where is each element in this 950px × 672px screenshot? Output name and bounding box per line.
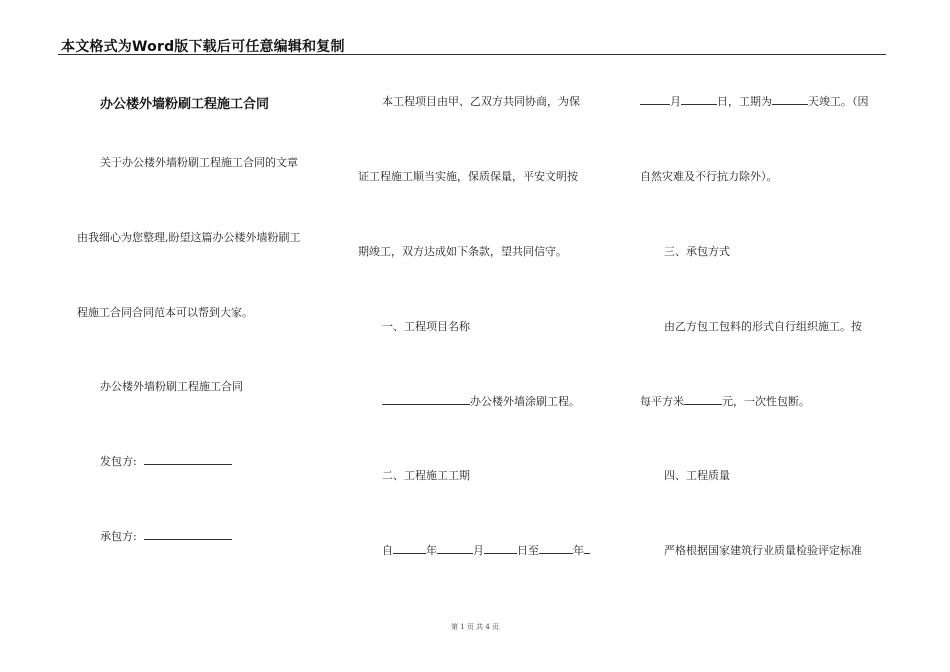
end-day-blank <box>681 94 717 105</box>
section-3-heading: 三、承包方式 <box>664 245 730 258</box>
start-month-blank <box>437 543 473 554</box>
intro-line-2: 由我细心为您整理,盼望这篇办公楼外墙粉刷工 <box>77 231 301 244</box>
c2-line-2: 证工程施工顺当实施，保质保量，平安文明按 <box>358 170 578 183</box>
year2-label: 年 <box>573 544 584 557</box>
day-to-label: 日至 <box>517 544 539 557</box>
month-label: 月 <box>473 544 484 557</box>
party-a-label: 发包方: <box>100 455 137 468</box>
day-duration-label: 日，工期为 <box>717 95 772 108</box>
party-a-row <box>100 453 232 469</box>
start-year-blank <box>393 543 426 554</box>
project-name-blank <box>382 394 470 405</box>
c3-line-2: 自然灾难及不行抗力除外）。 <box>640 170 778 183</box>
page-footer: 第 1 页 共 4 页 <box>450 623 500 631</box>
end-year-blank <box>539 543 573 554</box>
c2-line-3: 期竣工，双方达成如下条款，望共同信守。 <box>358 245 567 258</box>
price-row <box>640 393 810 409</box>
date-from-label: 自 <box>382 544 393 557</box>
c2-line-1: 本工程项目由甲、乙双方共同协商，为保 <box>382 95 580 108</box>
party-b-row <box>100 528 232 544</box>
completion-row <box>640 93 869 109</box>
end-month-blank <box>640 94 670 105</box>
c3-month-label: 月 <box>670 95 681 108</box>
contract-subtitle: 办公楼外墙粉刷工程施工合同 <box>100 380 243 393</box>
section-2-heading: 二、工程施工工期 <box>382 469 470 482</box>
document-title: 办公楼外墙粉刷工程施工合同 <box>100 97 270 112</box>
yuan-once-label: 元，一次性包断。 <box>722 395 810 408</box>
section-1-heading: 一、工程项目名称 <box>382 320 470 333</box>
start-day-blank <box>484 543 517 554</box>
intro-line-3: 程施工合同合同范本可以帮到大家。 <box>77 306 253 319</box>
project-name-row <box>382 393 580 409</box>
duration-blank <box>772 94 808 105</box>
section-4-heading: 四、工程质量 <box>664 469 730 482</box>
days-complete-label: 天竣工。（因 <box>808 95 869 108</box>
year-label: 年 <box>426 544 437 557</box>
party-a-blank <box>144 454 232 465</box>
end-month-blank-start <box>584 543 590 554</box>
price-blank <box>684 394 722 405</box>
document-header: 本文格式为Word版下载后可任意编辑和复制 <box>61 39 345 55</box>
header-rule <box>58 54 886 55</box>
party-b-label: 承包方: <box>100 530 137 543</box>
party-b-blank <box>144 529 232 540</box>
date-range-row <box>382 542 590 558</box>
project-name-suffix: 办公楼外墙涂刷工程。 <box>470 395 580 408</box>
c3-line-4: 由乙方包工包料的形式自行组织施工。按 <box>664 320 862 333</box>
c3-line-7: 严格根据国家建筑行业质量检验评定标准 <box>664 544 862 557</box>
intro-line-1: 关于办公楼外墙粉刷工程施工合同的文章 <box>100 156 298 169</box>
per-sqm-label: 每平方米 <box>640 395 684 408</box>
